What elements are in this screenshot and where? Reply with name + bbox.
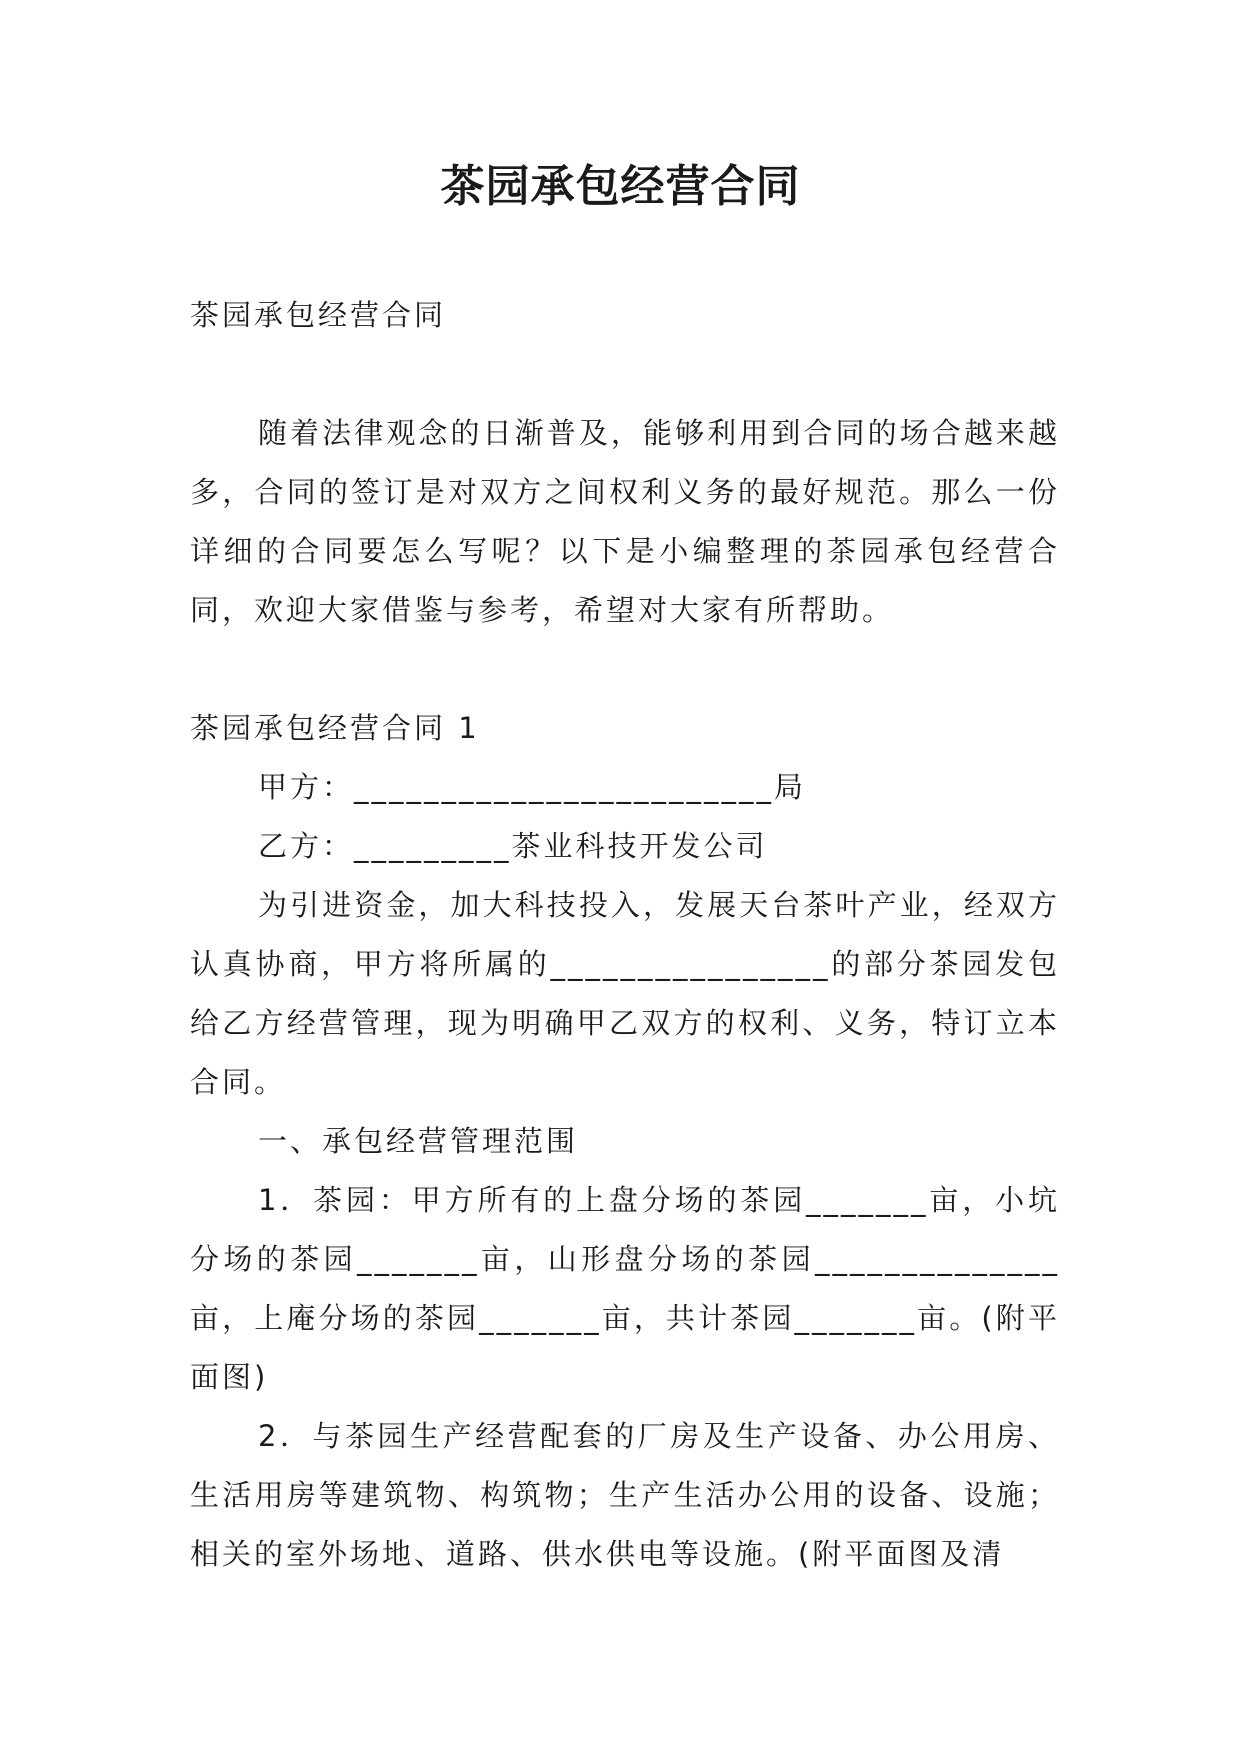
contract-heading: 茶园承包经营合同 1 — [190, 711, 480, 745]
preamble-paragraph: 为引进资金，加大科技投入，发展天台茶叶产业，经双方认真协商，甲方将所属的________________的部分茶园发包给乙方经营管理，现为明确甲乙双方的权利、义务，特订立本合同。 — [190, 888, 1060, 1099]
intro-paragraph: 随着法律观念的日渐普及，能够利用到合同的场合越来越多，合同的签订是对双方之间权利义务的最好规范。那么一份详细的合同要怎么写呢？以下是小编整理的茶园承包经营合同，欢迎大家借鉴与参考，希望对大家有所帮助。 — [190, 416, 1060, 627]
party-b-line: 乙方：_________茶业科技开发公司 — [258, 829, 768, 863]
document-title: 茶园承包经营合同 — [440, 161, 801, 212]
clause-2-paragraph: 2．与茶园生产经营配套的厂房及生产设备、办公用房、生活用房等建筑物、构筑物；生产生活办公用的设备、设施；相关的室外场地、道路、供水供电等设施。(附平面图及清 — [190, 1419, 1060, 1571]
party-a-line: 甲方：________________________局 — [258, 770, 807, 804]
document-body — [190, 286, 1060, 1584]
document-subtitle: 茶园承包经营合同 — [190, 298, 447, 332]
clause-1-paragraph: 1．茶园：甲方所有的上盘分场的茶园_______亩，小坑分场的茶园_______亩，山形盘分场的茶园______________亩，上庵分场的茶园_______亩，共计茶园_______亩。(附平面图) — [190, 1183, 1060, 1394]
section-heading: 一、承包经营管理范围 — [258, 1124, 579, 1158]
